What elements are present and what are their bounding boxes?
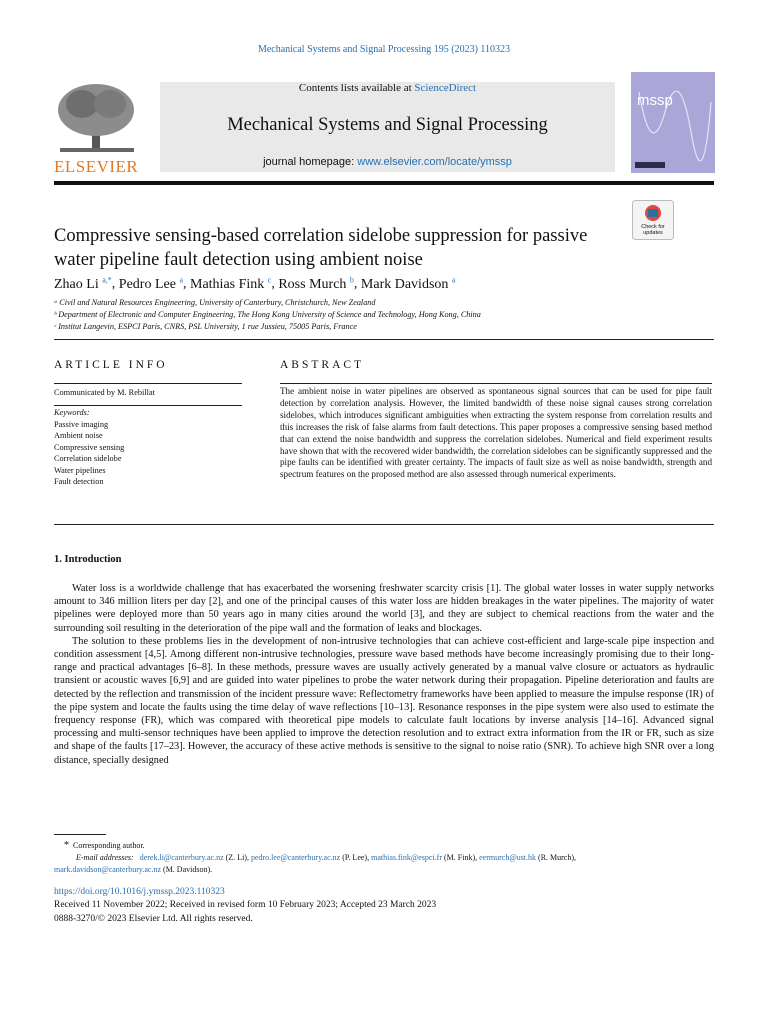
email-link[interactable]: derek.li@canterbury.ac.nz (139, 853, 224, 862)
email-link[interactable]: eermurch@ust.hk (479, 853, 537, 862)
contents-prefix: Contents lists available at (298, 82, 415, 94)
footnote-corresponding: * Corresponding author. (64, 840, 145, 851)
footnote-rule (54, 834, 106, 835)
divider (54, 405, 242, 406)
homepage-line (160, 156, 615, 168)
communicated-by: Communicated by M. Rebillat (54, 388, 155, 397)
keywords-label: Keywords: (54, 408, 90, 417)
divider (54, 524, 714, 525)
homepage-prefix: journal homepage: (263, 156, 358, 168)
check-for-updates-badge[interactable] (632, 200, 674, 240)
affiliation-b: ᵇ Department of Electronic and Computer Engineering, The Hong Kong University of Science and Technology, Hong Kong, China (54, 310, 481, 319)
sciencedirect-link[interactable]: ScienceDirect (414, 82, 477, 94)
divider (54, 383, 242, 384)
emails-label: E-mail addresses: (76, 853, 134, 862)
abstract-text: The ambient noise in water pipelines are observed as spontaneous signal sources that can be used for pipe fault detection by correlation analysis. However, the limited bandwidth of these noise signal causes strong correlation sidelobes, which introduces significant ambiguities when extracting the system response from correlation results and this increases the risk of false alarms from fault detections. This paper proposes a compressive sensing based method that can extend the noise bandwidth and suppress the correlation sidelobes. Numerical and field experiment results have shown that with the recovered wider bandwidth, the correlation sidelobes can be significantly suppressed and the pipe faults can be identified with greater certainty. The impacts of fault size as well as noise bandwidth, strength and spectrum features on the proposed method are also assessed through numerical experiments. (280, 386, 712, 480)
introduction-body (54, 582, 714, 767)
divider (54, 339, 714, 340)
keywords-block (54, 407, 124, 488)
publisher-name: ELSEVIER (54, 157, 139, 176)
email-link[interactable]: mark.davidson@canterbury.ac.nz (54, 865, 162, 874)
keyword: Water pipelines (54, 465, 106, 475)
author[interactable]: Pedro Lee $^a$ (118, 275, 183, 292)
cover-title: mssp (637, 92, 673, 109)
section-heading-introduction: 1. Introduction (54, 554, 122, 565)
email-link[interactable]: pedro.lee@canterbury.ac.nz (250, 853, 341, 862)
received-dates: Received 11 November 2022; Received in revised form 10 February 2023; Accepted 23 March 2023 (54, 900, 437, 910)
affiliation-c: ᶜ Institut Langevin, ESPCI Paris, CNRS, PSL University, 1 rue Jussieu, 75005 Paris, France (54, 322, 357, 331)
author[interactable]: Zhao Li $^{a,*}$ (54, 275, 112, 292)
article-info-heading: ARTICLE INFO (54, 359, 168, 371)
author-list: Zhao Li $^{a,*}$, Pedro Lee $^a$, Mathias Fink $^c$, Ross Murch $^b$, Mark Davidson $^a$ (54, 275, 456, 292)
doi-link[interactable]: https://doi.org/10.1016/j.ymssp.2023.110323 (54, 887, 225, 897)
contents-line (160, 82, 615, 94)
paragraph: The solution to these problems lies in the development of non-intrusive technologies that can achieve cost-efficient and large-scale pipe inspection and condition assessment [4,5]. Among different non-intrusive technologies, pressure wave based methods have become increasingly promising due to their long-range and practical advantages [6–8]. In these methods, pressure waves are usually actively generated by a manual valve closure or actuators as hydraulic transient or acoustic waves [6,9] and are guided into water pipelines to probe the water network during their propagation. Pipeline deterioration and faults are detected by the reflection and transmission of the incident pressure wave: Reflectometry frameworks have been applied to measure the impulse response (IR) of the pipe system and locate the faults using the time delay of wave reflections [10–13]. Resonance responses in the pipe system were also used to estimate the frequency response (FR), which was compared with theoretical pipe models to calculate fault locations by inverse analysis [14–16]. Advanced signal processing and multi-sensor techniques have been applied to improve the detection resolution and to extract extra information from the IR or FR, such as size and shape of the faults [17–23]. However, the accuracy of these active methods is sensitive to the signal to noise ratio (SNR). To achieve high SNR over a long distance, specially designed (54, 635, 714, 766)
journal-name: Mechanical Systems and Signal Processing (227, 115, 548, 135)
keyword: Correlation sidelobe (54, 454, 122, 463)
keyword: Ambient noise (54, 431, 103, 440)
affiliation-a: ᵃ Civil and Natural Resources Engineering, University of Canterbury, Christchurch, New Zealand (54, 298, 376, 307)
author[interactable]: Ross Murch $^b$ (278, 275, 354, 292)
keyword: Fault detection (54, 477, 104, 486)
homepage-link[interactable]: www.elsevier.com/locate/ymssp (357, 156, 512, 168)
journal-reference[interactable]: Mechanical Systems and Signal Processing 195 (2023) 110323 (257, 44, 511, 55)
email-link[interactable]: mathias.fink@espci.fr (371, 853, 442, 862)
keyword: Compressive sensing (54, 442, 125, 452)
abstract-heading: ABSTRACT (280, 359, 365, 371)
author[interactable]: Mathias Fink $^c$ (190, 275, 272, 292)
journal-cover-image (631, 72, 715, 173)
author[interactable]: Mark Davidson $^a$ (360, 275, 456, 292)
paragraph: Water loss is a worldwide challenge that has exacerbated the worsening freshwater scarcity crisis [1]. The global water losses in water supply networks amount to 346 million liters per day [2], and one of the principal causes of this water loss are hidden breakages in the water pipelines. The majority of water pipelines were deployed more than 50 years ago in many cities around the world [3], and they are subject to chemical reactions from the water and the surrounding soil resulting in the deterioration of the pipe wall and the formation of leaks and blockages. (54, 583, 714, 634)
footnote-emails: E-mail addresses: derek.li@canterbury.ac.nz (Z. Li), pedro.lee@canterbury.ac.nz (P. Lee), mathias.fink@espci.fr (M. Fink), eermurch@ust.hk (R. Murch), (76, 853, 577, 862)
keyword: Passive imaging (54, 419, 109, 429)
header-rule (54, 181, 714, 185)
check-for-updates-label: Check for updates (641, 224, 665, 236)
divider (280, 383, 712, 384)
article-title: Compressive sensing-based correlation sidelobe suppression for passive water pipeline fault detection using ambient noise (54, 226, 588, 270)
copyright: 0888-3270/© 2023 Elsevier Ltd. All rights reserved. (54, 914, 253, 924)
footnote-emails-cont: mark.davidson@canterbury.ac.nz (M. Davidson). (54, 865, 213, 874)
